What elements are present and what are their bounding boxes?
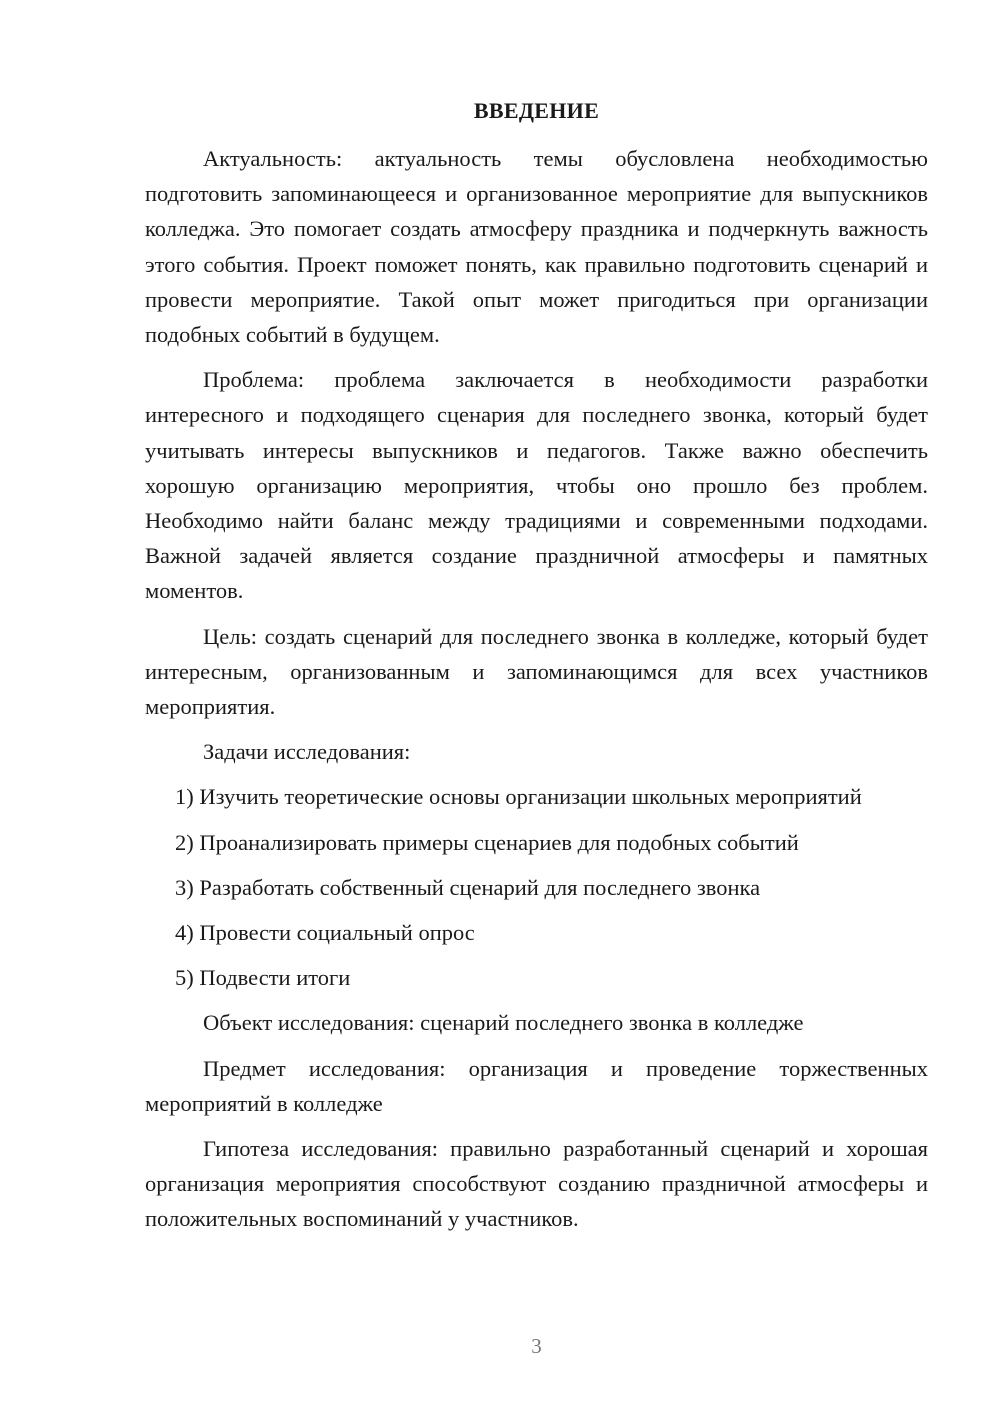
task-item-1: 1) Изучить теоретические основы организации школьных мероприятий (175, 784, 862, 810)
task-item-2: 2) Проанализировать примеры сценариев для подобных событий (175, 829, 799, 855)
task-item-4: 4) Провести социальный опрос (175, 920, 475, 946)
document-page (145, 0, 928, 1414)
hypothesis-paragraph: Гипотеза исследования: правильно разработанный сценарий и хорошая организация мероприятия способствуют созданию праздничной атмосферы и положительных воспоминаний у участников. (145, 1136, 928, 1232)
task-item-5: 5) Подвести итоги (175, 965, 351, 991)
page-number: 3 (531, 1334, 542, 1358)
relevance-paragraph: Актуальность: актуальность темы обусловлена необходимостью подготовить запоминающееся и организованное мероприятие для выпускников колледжа. Это помогает создать атмосферу праздника и подчеркнуть важность этого события. Проект поможет понять, как правильно подготовить сценарий и провести мероприятие. Такой опыт может пригодиться при организации подобных событий в будущем. (145, 146, 928, 348)
problem-paragraph: Проблема: проблема заключается в необходимости разработки интересного и подходящего сценария для последнего звонка, который будет учитывать интересы выпускников и педагогов. Также важно обеспечить хорошую организацию мероприятия, чтобы оно прошло без проблем. Необходимо найти баланс между традициями и современными подходами. Важной задачей является создание праздничной атмосферы и памятных моментов. (145, 367, 928, 604)
section-heading: ВВЕДЕНИЕ (473, 98, 600, 123)
task-item-3: 3) Разработать собственный сценарий для последнего звонка (175, 874, 761, 900)
tasks-heading: Задачи исследования: (203, 739, 411, 765)
object-paragraph: Объект исследования: сценарий последнего звонка в колледже (203, 1010, 804, 1036)
document-body (145, 141, 928, 1237)
goal-paragraph: Цель: создать сценарий для последнего звонка в колледже, который будет интересным, организованным и запоминающимся для всех участников мероприятия. (145, 623, 928, 720)
subject-paragraph: Предмет исследования: организация и проведение торжественных мероприятий в колледже (145, 1055, 928, 1116)
